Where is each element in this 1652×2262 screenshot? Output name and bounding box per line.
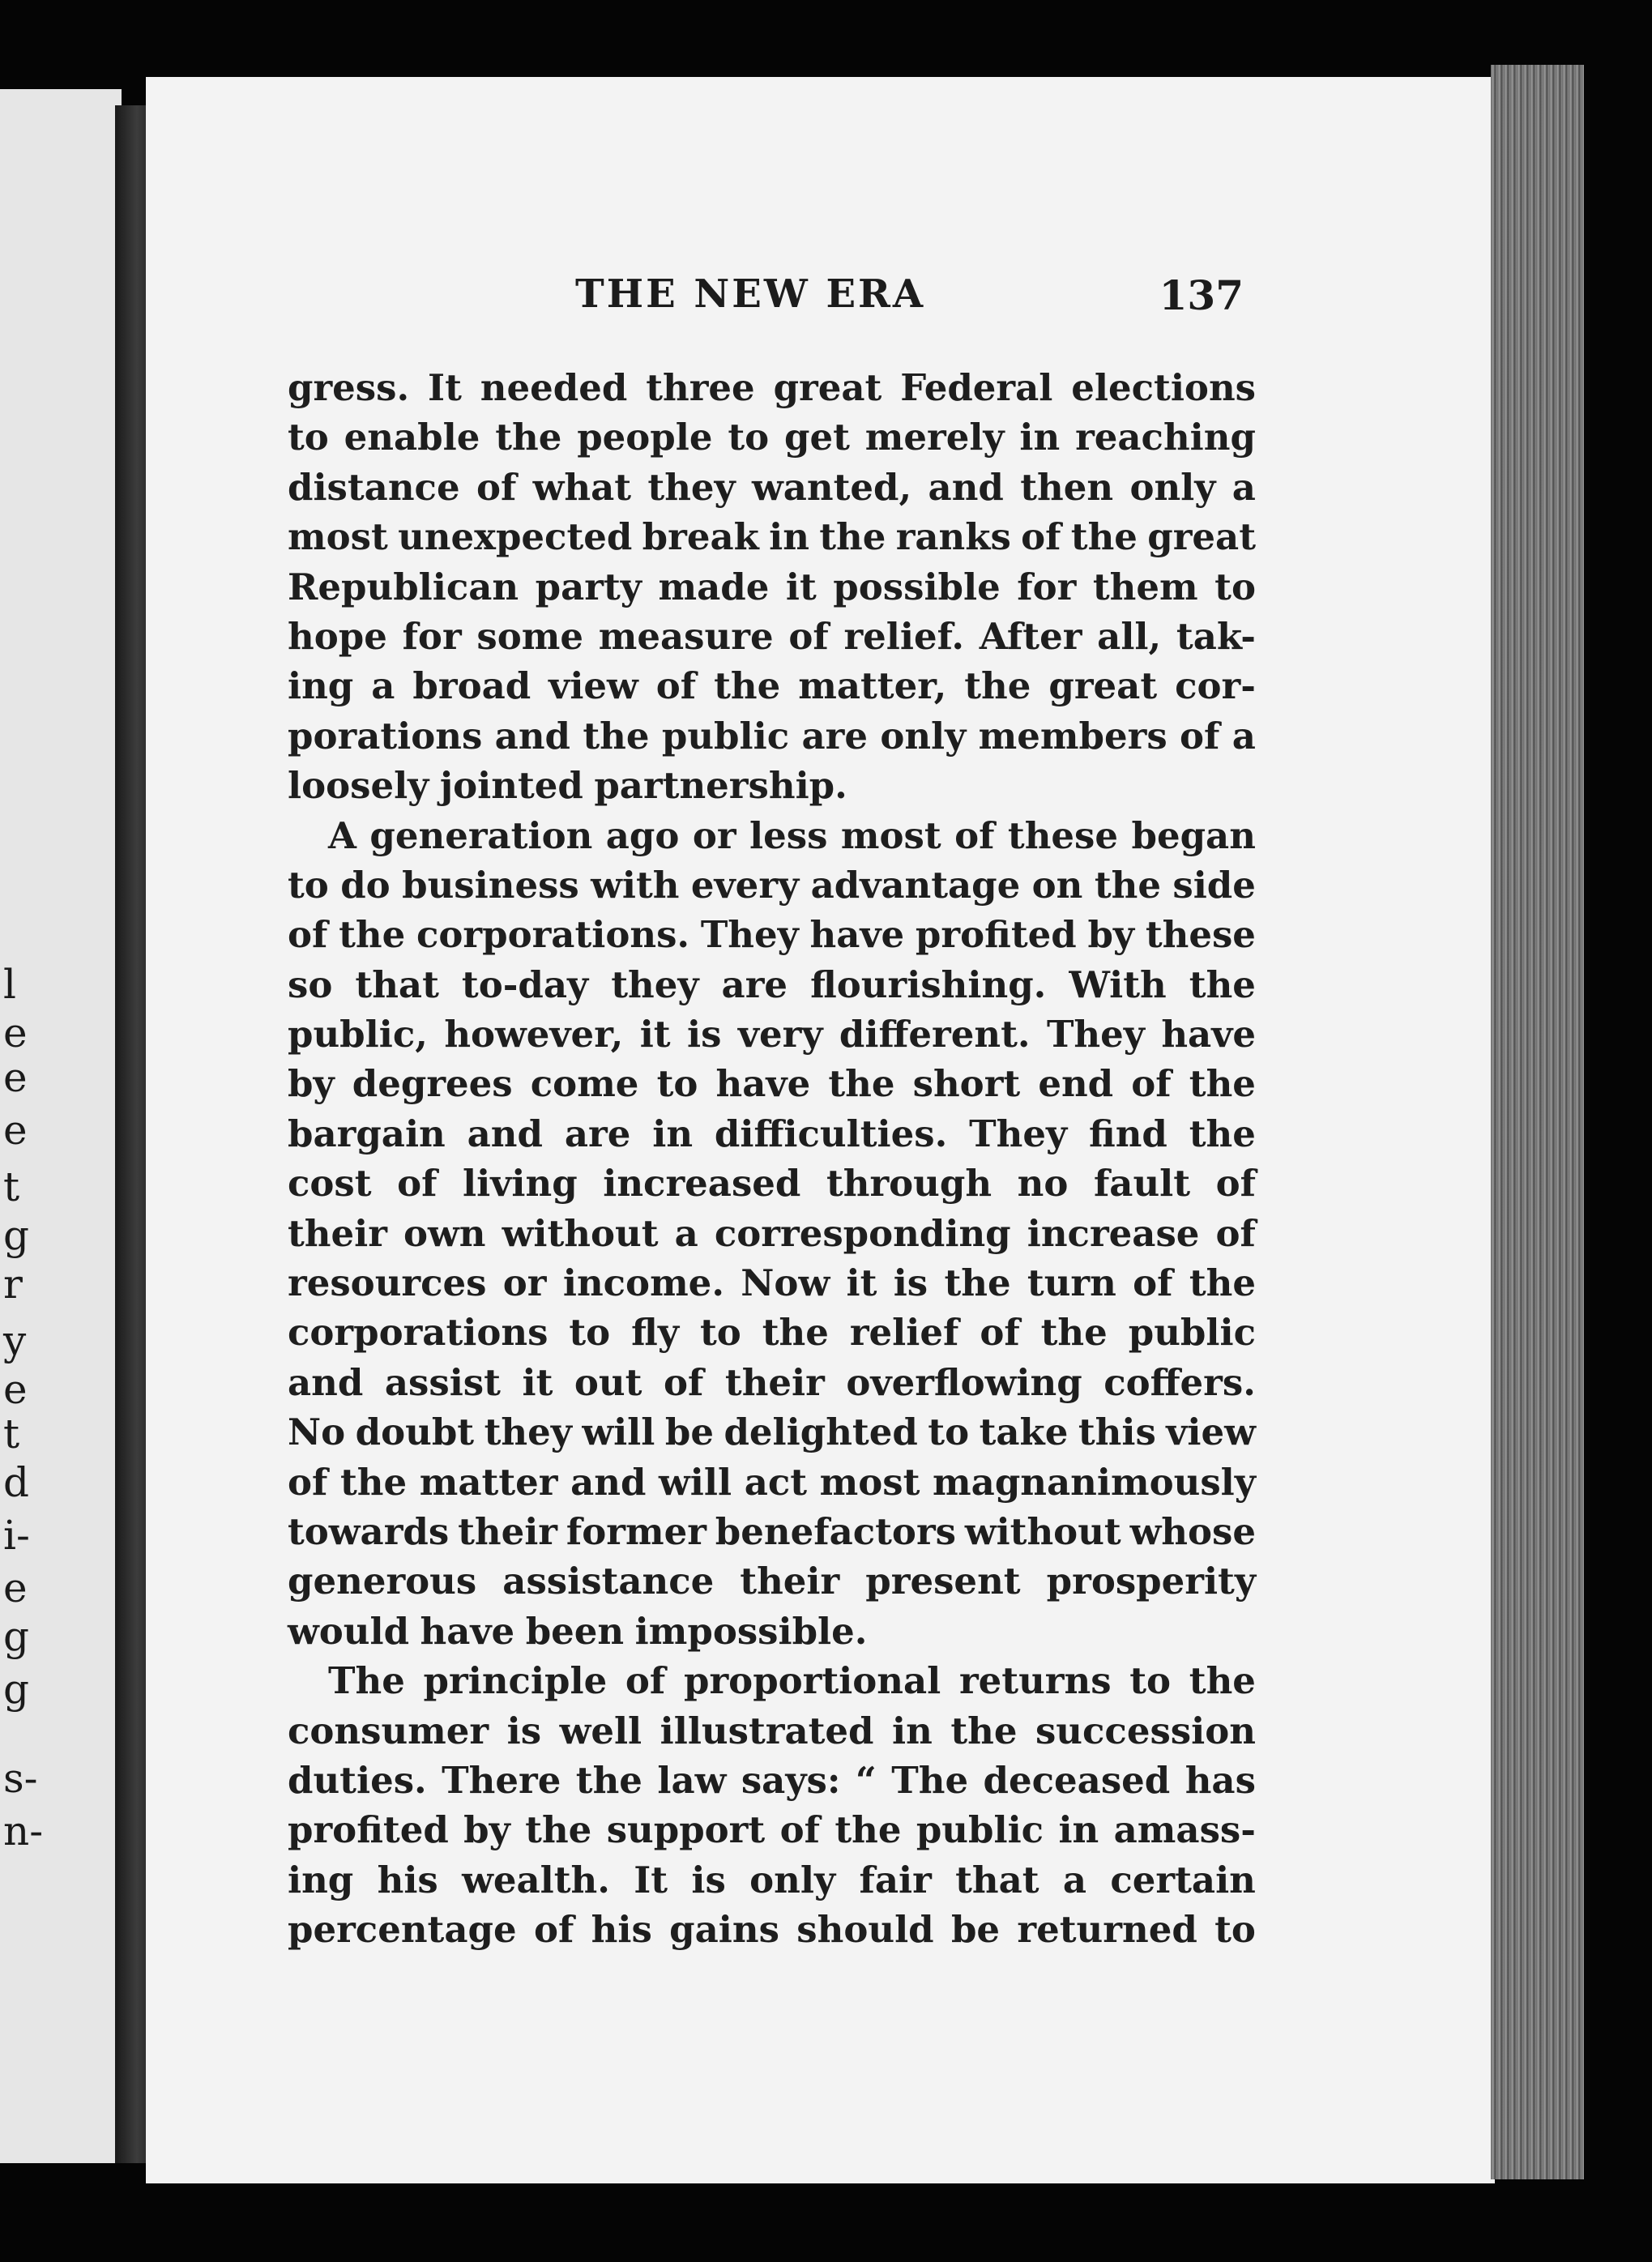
text-line: so that to-day they are flourishing. With the bbox=[288, 962, 1256, 1006]
page-edges bbox=[1491, 65, 1584, 2179]
text-line: consumer is well illustrated in the succession bbox=[288, 1709, 1256, 1752]
facing-margin-fragment: g bbox=[3, 1666, 30, 1713]
facing-margin-fragment: t bbox=[3, 1163, 20, 1210]
facing-margin-fragment: y bbox=[3, 1317, 27, 1364]
text-line: most unexpected break in the ranks of the great bbox=[288, 515, 1256, 559]
text-line: cost of living increased through no fault of bbox=[288, 1162, 1256, 1206]
text-line: public, however, it is very different. They have bbox=[288, 1013, 1256, 1056]
text-line: and assist it out of their overflowing coffers. bbox=[288, 1360, 1256, 1404]
text-line: resources or income. Now it is the turn of the bbox=[288, 1261, 1256, 1305]
facing-page bbox=[0, 89, 122, 2163]
text-line: Republican party made it possible for them to bbox=[288, 565, 1256, 608]
facing-page-margin-text bbox=[3, 89, 60, 2163]
facing-margin-fragment: i- bbox=[3, 1512, 30, 1559]
text-line: would have been impossible. bbox=[288, 1609, 868, 1653]
facing-margin-fragment: l bbox=[3, 961, 16, 1008]
facing-margin-fragment: e bbox=[3, 1107, 28, 1154]
text-line: A generation ago or less most of these began bbox=[328, 813, 1256, 857]
running-head: THE NEW ERA bbox=[575, 271, 926, 317]
text-line: distance of what they wanted, and then only a bbox=[288, 465, 1256, 509]
text-line: profited by the support of the public in amass- bbox=[288, 1808, 1256, 1852]
facing-margin-fragment: s- bbox=[3, 1755, 38, 1802]
facing-margin-fragment: n- bbox=[3, 1807, 44, 1854]
text-line: their own without a corresponding increase of bbox=[288, 1211, 1256, 1255]
text-line: No doubt they will be delighted to take this view bbox=[288, 1411, 1256, 1454]
facing-margin-fragment: e bbox=[3, 1564, 28, 1611]
text-line: hope for some measure of relief. After all, tak- bbox=[288, 614, 1256, 658]
text-line: towards their former benefactors without whose bbox=[288, 1509, 1256, 1553]
page-header bbox=[166, 271, 1244, 336]
body-text bbox=[288, 363, 1256, 1955]
facing-margin-fragment: r bbox=[3, 1261, 23, 1308]
page-number: 137 bbox=[1159, 271, 1244, 319]
text-line: corporations to fly to the relief of the public bbox=[288, 1311, 1256, 1355]
facing-margin-fragment: g bbox=[3, 1613, 30, 1660]
text-line: gress. It needed three great Federal elections bbox=[288, 366, 1256, 409]
facing-margin-fragment: d bbox=[3, 1459, 30, 1506]
text-line: loosely jointed partnership. bbox=[288, 764, 847, 808]
text-line: to do business with every advantage on the side bbox=[288, 863, 1256, 907]
text-line: generous assistance their present prosperity bbox=[288, 1560, 1256, 1603]
text-line: duties. There the law says: “ The deceased has bbox=[288, 1758, 1256, 1802]
facing-margin-fragment: e bbox=[3, 1009, 28, 1056]
text-line: of the corporations. They have profited by these bbox=[288, 913, 1256, 957]
text-line: by degrees come to have the short end of the bbox=[288, 1062, 1256, 1106]
facing-margin-fragment: g bbox=[3, 1212, 30, 1259]
text-line: to enable the people to get merely in reaching bbox=[288, 416, 1256, 459]
text-line: percentage of his gains should be returned to bbox=[288, 1908, 1256, 1952]
text-line: ing a broad view of the matter, the great cor- bbox=[288, 664, 1256, 708]
text-line: porations and the public are only members of a bbox=[288, 714, 1256, 758]
text-line: of the matter and will act most magnanimously bbox=[288, 1460, 1256, 1504]
facing-margin-fragment: e bbox=[3, 1366, 28, 1413]
text-line: The principle of proportional returns to the bbox=[328, 1659, 1256, 1703]
text-line: bargain and are in difficulties. They find the bbox=[288, 1112, 1256, 1155]
text-line: ing his wealth. It is only fair that a certain bbox=[288, 1858, 1256, 1901]
facing-margin-fragment: e bbox=[3, 1054, 28, 1101]
facing-margin-fragment: t bbox=[3, 1411, 20, 1457]
